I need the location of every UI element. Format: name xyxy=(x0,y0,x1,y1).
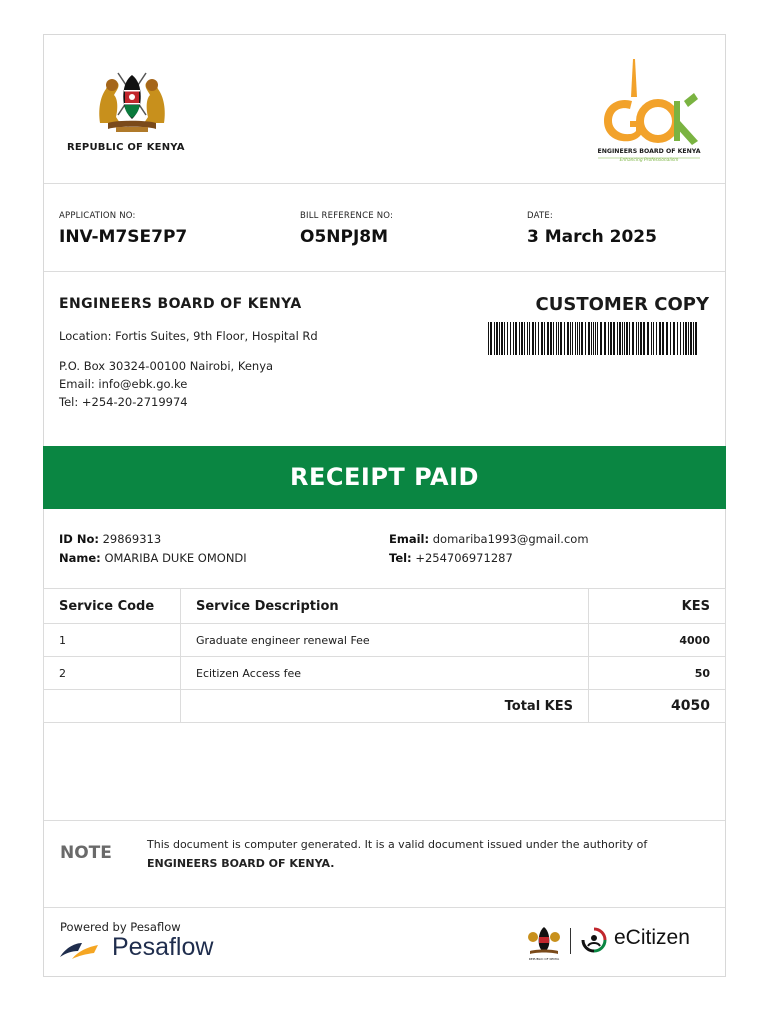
barcode-bar xyxy=(677,322,678,355)
payer-tel-value: +254706971287 xyxy=(415,551,513,565)
payer-id-label: ID No: xyxy=(59,532,99,546)
ecitizen-small-label: REPUBLIC OF KENYA xyxy=(528,957,560,961)
barcode-bar xyxy=(560,322,562,355)
divider xyxy=(44,820,725,821)
barcode-bar xyxy=(570,322,571,355)
total-label: Total KES xyxy=(181,690,589,723)
payer-name-label: Name: xyxy=(59,551,101,565)
amount-cell: 4000 xyxy=(589,624,726,657)
barcode-bar xyxy=(662,322,664,355)
receipt-paid-banner: RECEIPT PAID xyxy=(43,446,726,509)
barcode-bar xyxy=(591,322,592,355)
barcode-bar xyxy=(624,322,625,355)
date-value: 3 March 2025 xyxy=(527,227,657,247)
barcode-bar xyxy=(541,322,543,355)
barcode-bar xyxy=(524,322,525,355)
column-header-service-description: Service Description xyxy=(181,589,589,624)
barcode-bar xyxy=(613,322,615,355)
barcode-bar xyxy=(577,322,578,355)
note-label: NOTE xyxy=(60,843,112,863)
barcode-bar xyxy=(670,322,671,355)
barcode-bar xyxy=(529,322,530,355)
barcode-bar xyxy=(680,322,681,355)
table-row xyxy=(44,624,726,657)
barcode-bar xyxy=(544,322,545,355)
barcode-bar xyxy=(608,322,609,355)
kenya-coat-of-arms-small-icon xyxy=(524,921,564,961)
barcode-bar xyxy=(556,322,557,355)
barcode-bar xyxy=(638,322,639,355)
column-header-service-code: Service Code xyxy=(44,589,181,624)
payer-email-value: domariba1993@gmail.com xyxy=(432,532,589,546)
barcode-bar xyxy=(659,322,661,355)
customer-copy-label: CUSTOMER COPY xyxy=(535,294,709,315)
payer-tel-label: Tel: xyxy=(389,551,412,565)
barcode-bar xyxy=(610,322,612,355)
barcode-bar xyxy=(622,322,623,355)
ebk-logo-name: ENGINEERS BOARD OF KENYA xyxy=(597,148,701,155)
barcode-bar xyxy=(488,322,489,355)
barcode-bar xyxy=(581,322,583,355)
barcode-bar xyxy=(636,322,637,355)
table-total-row xyxy=(44,690,726,723)
barcode-bar xyxy=(653,322,654,355)
barcode-bar xyxy=(619,322,621,355)
barcode-bar xyxy=(626,322,628,355)
receipt-document xyxy=(43,34,726,977)
barcode-bar xyxy=(527,322,528,355)
barcode-bar xyxy=(643,322,645,355)
payer-email xyxy=(389,532,589,546)
ebk-logo xyxy=(592,57,707,167)
barcode-bar xyxy=(617,322,618,355)
barcode-bar xyxy=(693,322,694,355)
barcode-bar xyxy=(588,322,590,355)
payer-name xyxy=(59,551,247,565)
bill-reference-value: O5NPJ8M xyxy=(300,227,389,247)
barcode-bar xyxy=(595,322,596,355)
organization-location: Location: Fortis Suites, 9th Floor, Hospital Rd xyxy=(59,329,318,343)
barcode-bar xyxy=(575,322,576,355)
services-table xyxy=(43,588,726,723)
application-no-value: INV-M7SE7P7 xyxy=(59,227,188,247)
barcode-bar xyxy=(547,322,549,355)
barcode-bar xyxy=(507,322,508,355)
barcode-bar xyxy=(683,322,684,355)
organization-tel: Tel: +254-20-2719974 xyxy=(59,395,188,409)
total-value: 4050 xyxy=(589,690,726,723)
barcode-bar xyxy=(695,322,697,355)
barcode-bar xyxy=(579,322,580,355)
barcode-bar xyxy=(510,322,511,355)
organization-email: Email: info@ebk.go.ke xyxy=(59,377,188,391)
ebk-logo-tagline: Enhancing Professionalism xyxy=(619,158,679,163)
barcode-bar xyxy=(685,322,687,355)
barcode-bar xyxy=(519,322,520,355)
barcode-bar xyxy=(572,322,573,355)
ecitizen-wordmark: eCitizen xyxy=(614,926,690,949)
ecitizen-logo-icon xyxy=(580,926,608,954)
note-text xyxy=(147,835,707,873)
barcode-bar xyxy=(501,322,503,355)
divider xyxy=(44,271,725,272)
organization-name: ENGINEERS BOARD OF KENYA xyxy=(59,296,302,312)
payer-id xyxy=(59,532,161,546)
note-authority: ENGINEERS BOARD OF KENYA. xyxy=(147,857,335,870)
barcode-bar xyxy=(521,322,523,355)
barcode-bar xyxy=(604,322,606,355)
barcode-bar xyxy=(538,322,539,355)
date-label: DATE: xyxy=(527,211,553,221)
barcode-bar xyxy=(513,322,514,355)
barcode-bar xyxy=(656,322,657,355)
barcode xyxy=(488,322,699,355)
powered-by-label: Powered by Pesaflow xyxy=(60,920,181,934)
barcode-bar xyxy=(600,322,602,355)
barcode-bar xyxy=(499,322,500,355)
service-description-cell: Graduate engineer renewal Fee xyxy=(181,624,589,657)
barcode-bar xyxy=(632,322,634,355)
barcode-bar xyxy=(688,322,689,355)
service-code-cell: 2 xyxy=(44,657,181,690)
barcode-bar xyxy=(666,322,668,355)
divider xyxy=(44,907,725,908)
barcode-bar xyxy=(585,322,586,355)
barcode-bar xyxy=(504,322,505,355)
barcode-bar xyxy=(535,322,536,355)
barcode-bar xyxy=(567,322,569,355)
amount-cell: 50 xyxy=(589,657,726,690)
column-header-kes: KES xyxy=(589,589,726,624)
barcode-bar xyxy=(640,322,642,355)
payer-name-value: OMARIBA DUKE OMONDI xyxy=(104,551,247,565)
note-body: This document is computer generated. It is a valid document issued under the authority of xyxy=(147,838,648,851)
divider xyxy=(44,183,725,184)
barcode-bar xyxy=(490,322,492,355)
barcode-bar xyxy=(690,322,692,355)
barcode-bar xyxy=(673,322,675,355)
bill-reference-label: BILL REFERENCE NO: xyxy=(300,211,394,221)
barcode-bar xyxy=(629,322,630,355)
barcode-bar xyxy=(496,322,498,355)
barcode-bar xyxy=(550,322,552,355)
empty-cell xyxy=(44,690,181,723)
service-description-cell: Ecitizen Access fee xyxy=(181,657,589,690)
pesaflow-wordmark: Pesaflow xyxy=(112,933,214,961)
footer-separator xyxy=(570,928,571,954)
barcode-bar xyxy=(515,322,517,355)
application-no-label: APPLICATION NO: xyxy=(59,211,136,221)
service-code-cell: 1 xyxy=(44,624,181,657)
republic-of-kenya-label: REPUBLIC OF KENYA xyxy=(67,142,185,153)
payer-tel xyxy=(389,551,513,565)
barcode-bar xyxy=(647,322,649,355)
organization-po-box: P.O. Box 30324-00100 Nairobi, Kenya xyxy=(59,359,274,373)
table-row xyxy=(44,657,726,690)
payer-id-value: 29869313 xyxy=(102,532,162,546)
barcode-bar xyxy=(532,322,534,355)
barcode-bar xyxy=(558,322,559,355)
table-header-row xyxy=(44,589,726,624)
pesaflow-logo-icon xyxy=(58,939,102,961)
barcode-bar xyxy=(593,322,594,355)
barcode-bar xyxy=(564,322,565,355)
payer-email-label: Email: xyxy=(389,532,430,546)
barcode-bar xyxy=(494,322,495,355)
barcode-bar xyxy=(651,322,652,355)
kenya-coat-of-arms-icon xyxy=(94,65,170,135)
barcode-bar xyxy=(553,322,554,355)
barcode-bar xyxy=(597,322,598,355)
